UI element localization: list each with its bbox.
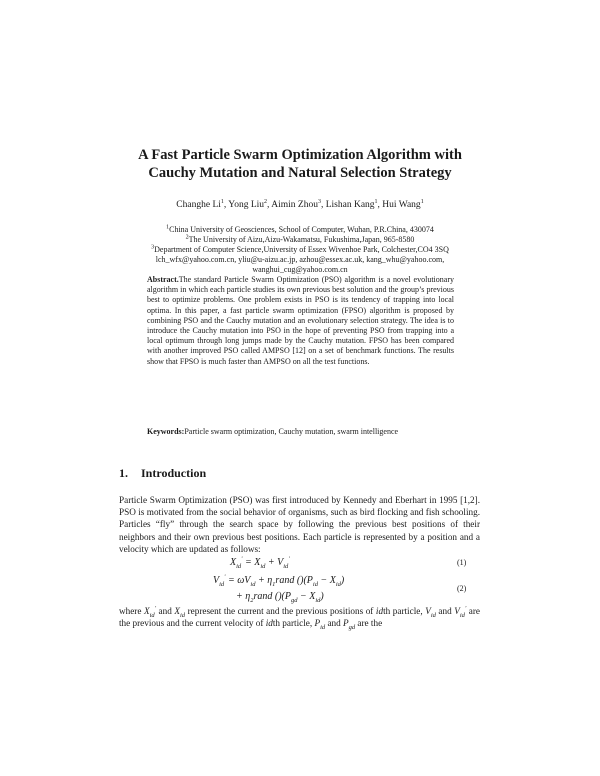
affiliation-1 [0, 225, 600, 235]
equation-2-number: (2) [457, 584, 467, 593]
affiliation-text: Department of Computer Science,University of Essex Wivenhoe Park, Colchester,CO4 3SQ [154, 245, 449, 254]
text-run: th particle, [383, 606, 426, 616]
author-affiliation-mark: 1 [420, 198, 424, 205]
keywords [147, 427, 467, 436]
closing-paragraph: where $X_{id}'$ and $X_{id}$ represent the current and the previous positions of idth particle, $V_{id}$ and $V_{id}'$ are the previous and the current velocity of idth particle, $P_{id}$ and $P_{gd}$ are the [119, 605, 481, 632]
author-name: Yong Liu [228, 200, 265, 210]
text-run: and [435, 606, 455, 616]
equation-2-line-1: $V_{id}' = \omega V_{id}$ + $\eta_1rand$ $()(P_{id} - X_{id})$ [213, 574, 345, 588]
section-heading [119, 466, 206, 481]
affiliation-text: The University of Aizu,Aizu-Wakamatsu, Fukushima,Japan, 965-8580 [188, 235, 415, 244]
author-name: Changhe Li [176, 200, 221, 210]
text-run: and [155, 606, 175, 616]
text-run: th particle, [272, 618, 315, 629]
author-name: Hui Wang [382, 200, 421, 210]
author-name: Lishan Kang [325, 200, 375, 210]
affiliation-mark: 1 [166, 224, 170, 231]
paper-title-line-2: Cauchy Mutation and Natural Selection Strategy [148, 165, 452, 181]
section-title: Introduction [141, 466, 207, 480]
author-affiliation-mark: 3 [317, 198, 321, 205]
section-number: 1. [119, 466, 128, 480]
keywords-text: Particle swarm optimization, Cauchy mutation, swarm intelligence [184, 427, 399, 436]
author-affiliation-mark: 1 [220, 198, 224, 205]
affiliation-2 [0, 235, 600, 245]
keywords-label: Keywords: [147, 427, 185, 436]
author-list: Changhe Li$^1$, Yong Liu$^2$, Aimin Zhou$^3$, Lishan Kang$^1$, Hui Wang$^1$ [176, 198, 424, 210]
author-affiliation-mark: 2 [264, 198, 268, 205]
abstract-label: Abstract. [147, 275, 179, 284]
text-run: represent the current and the previous positions of [185, 606, 376, 616]
text-run: id [375, 606, 384, 616]
text-run: are the previous and the current velocity of [119, 606, 481, 629]
intro-paragraph: Particle Swarm Optimization (PSO) was first introduced by Kennedy and Eberhart in 1995 [1,2]. PSO is motivated from the social behavior of organisms, such as bird flocking and fish schooling. Particles “fly” through the search space by following the previous best positions of their neighbors and their own previous best positions. Each particle is represented by a position and a velocity which are updated as follows: [119, 495, 480, 554]
text-run: are the [355, 618, 383, 629]
equation-1-number: (1) [457, 558, 467, 567]
affiliation-mark: 2 [185, 234, 189, 241]
email-line-1: lch_wfx@yahoo.com.cn, yliu@u-aizu.ac.jp, azhou@essex.ac.uk, kang_whu@yahoo.com, [155, 255, 445, 264]
affiliation-text: China University of Geosciences, School of Computer, Wuhan, P.R.China, 430074 [169, 225, 434, 234]
equation-2-line-2: + $\eta_2rand$ $()(P_{gd} - X_{id})$ [236, 591, 324, 604]
equation-1: $X_{id}' = X_{id} + V_{id}'$ [230, 556, 290, 570]
text-run: where [119, 606, 144, 616]
paper-title-line-1: A Fast Particle Swarm Optimization Algorithm with [138, 147, 462, 163]
author-name: Aimin Zhou [271, 200, 318, 210]
abstract-text: The standard Particle Swarm Optimization (PSO) algorithm is a novel evolutionary algorithm in which each particle studies its own previous best solution and the group’s previous best to optimize problems. One problem exists in PSO is its tendency of trapping into local optima. In this paper, a fast particle swarm optimization (FPSO) algorithm is proposed by combining PSO and the Cauchy mutation and an evolutionary selection strategy. The idea is to introduce the Cauchy mutation into PSO in the hope of preventing PSO from trapping into a local optimum through long jumps made by the Cauchy mutation. FPSO has been compared with another improved PSO called AMPSO [12] on a set of benchmark functions. The results show that FPSO is much faster than AMPSO on all the test functions. [147, 275, 454, 366]
author-affiliation-mark: 1 [374, 198, 378, 205]
text-run: and [325, 618, 343, 629]
affiliation-mark: 3 [151, 244, 155, 251]
affiliation-3 [0, 245, 600, 255]
email-line-2: wanghui_cug@yahoo.com.cn [252, 265, 348, 274]
text-run: id [265, 618, 273, 629]
abstract [147, 275, 454, 367]
